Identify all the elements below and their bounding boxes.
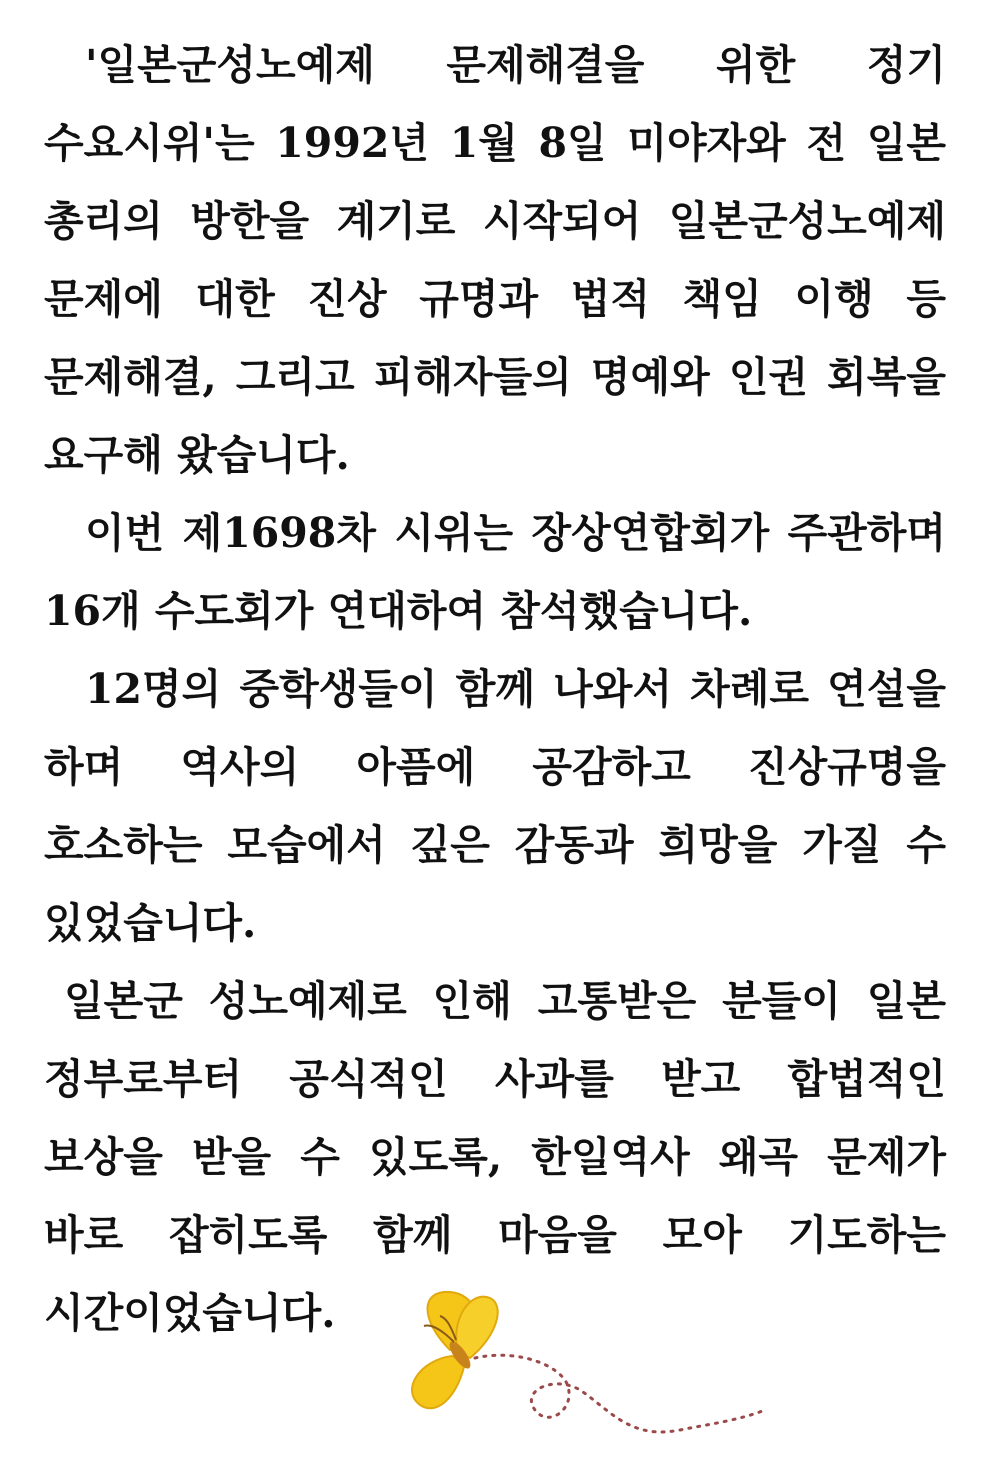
paragraph-4: 일본군 성노예제로 인해 고통받은 분들이 일본 정부로부터 공식적인 사과를 받고 합법적인 보상을 받을 수 있도록, 한일역사 왜곡 문제가 바로 잡히도록 함께 마음을 모아 기도하는 시간이었습니다.	[44, 977, 946, 1337]
butterfly-icon	[380, 1280, 780, 1460]
butterfly-wing-lower	[412, 1356, 465, 1408]
butterfly-trail	[475, 1355, 765, 1432]
article-body	[44, 26, 946, 1352]
paragraph-1: '일본군성노예제 문제해결을 위한 정기 수요시위'는 1992년 1월 8일 미야자와 전 일본 총리의 방한을 계기로 시작되어 일본군성노예제 문제에 대한 진상 규명과 법적 책임 이행 등 문제해결, 그리고 피해자들의 명예와 인권 회복을 요구해 왔습니다.	[44, 41, 946, 479]
paragraph-2: 이번 제1698차 시위는 장상연합회가 주관하며 16개 수도회가 연대하여 참석했습니다.	[44, 509, 946, 635]
paragraph-3: 12명의 중학생들이 함께 나와서 차례로 연설을 하며 역사의 아픔에 공감하고 진상규명을 호소하는 모습에서 깊은 감동과 희망을 가질 수 있었습니다.	[44, 665, 946, 947]
